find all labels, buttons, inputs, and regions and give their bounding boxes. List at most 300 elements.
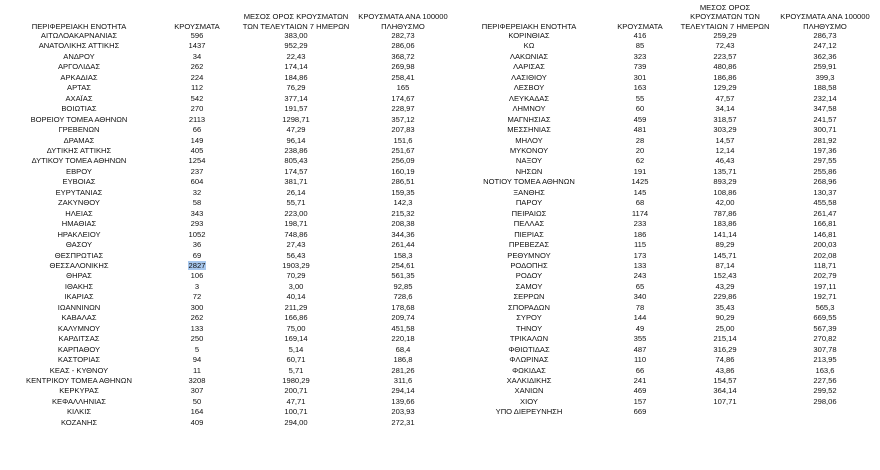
right-avg7-cell — [676, 271, 774, 281]
left-avg7-value: 5,71 — [288, 365, 304, 375]
right-per100k-cell — [774, 62, 876, 72]
left-cases-value: 164 — [190, 407, 204, 417]
left-region-value: ΗΛΕΙΑΣ — [65, 208, 93, 218]
left-per100k-value: 357,12 — [391, 114, 415, 124]
right-avg7-value: 129,29 — [713, 83, 737, 93]
left-per100k-value: 282,73 — [391, 31, 415, 40]
header-cases-right: ΚΡΟΥΣΜΑΤΑ — [617, 21, 663, 31]
left-per100k-value: 203,93 — [391, 407, 415, 417]
right-region-cell — [454, 282, 604, 292]
left-region-cell — [4, 83, 154, 93]
left-avg7-cell — [240, 271, 352, 281]
right-avg7-value: 152,43 — [713, 271, 737, 281]
left-avg7-value: 294,00 — [284, 417, 308, 427]
left-avg7-cell — [240, 52, 352, 62]
right-cases-value: 55 — [635, 93, 645, 103]
right-per100k-cell — [774, 136, 876, 146]
left-region-value: ΑΡΚΑΔΙΑΣ — [60, 72, 98, 82]
left-region-cell — [4, 136, 154, 146]
left-avg7-value: 1903,29 — [282, 260, 310, 270]
left-cases-value: 149 — [190, 135, 204, 145]
right-avg7-value: 43,86 — [715, 365, 735, 375]
right-per100k-cell — [774, 386, 876, 396]
table-row — [4, 230, 876, 240]
right-avg7-value: 141,14 — [713, 229, 737, 239]
left-avg7-cell — [240, 334, 352, 344]
right-avg7-cell — [676, 62, 774, 72]
left-per100k-cell — [352, 177, 454, 187]
right-per100k-cell — [774, 345, 876, 355]
left-cases-cell — [154, 115, 240, 125]
right-avg7-value: 47,57 — [715, 93, 735, 103]
table-row — [4, 52, 876, 62]
left-cases-cell — [154, 418, 240, 428]
right-region-value: ΛΗΜΝΟΥ — [512, 104, 546, 114]
right-cases-value: 173 — [633, 250, 647, 260]
left-cases-cell — [154, 355, 240, 365]
left-avg7-cell — [240, 418, 352, 428]
right-avg7-value: 364,14 — [713, 386, 737, 396]
right-avg7-cell — [676, 136, 774, 146]
right-avg7-cell — [676, 282, 774, 292]
right-cases-value: 323 — [633, 51, 647, 61]
left-cases-cell — [154, 136, 240, 146]
left-per100k-value: 209,74 — [391, 313, 415, 323]
header-region-right: ΠΕΡΙΦΕΡΕΙΑΚΗ ΕΝΟΤΗΤΑ — [481, 21, 577, 31]
right-per100k-value: 227,56 — [813, 375, 837, 385]
left-per100k-cell — [352, 313, 454, 323]
header-cases-left: ΚΡΟΥΣΜΑΤΑ — [174, 21, 220, 31]
left-per100k-cell — [352, 52, 454, 62]
left-cases-value: 36 — [192, 240, 202, 250]
right-region-value: ΡΟΔΟΠΗΣ — [510, 260, 548, 270]
left-region-cell — [4, 386, 154, 396]
table-row — [4, 386, 876, 396]
right-avg7-cell — [676, 104, 774, 114]
left-avg7-value: 3,00 — [288, 281, 304, 291]
left-region-cell — [4, 345, 154, 355]
right-cases-cell — [604, 167, 676, 177]
right-cases-value: 144 — [633, 313, 647, 323]
right-cases-value: 62 — [635, 156, 645, 166]
right-region-value: ΡΟΔΟΥ — [515, 271, 543, 281]
right-per100k-value: 241,57 — [813, 114, 837, 124]
right-cases-value: 301 — [633, 72, 647, 82]
left-avg7-value: 381,71 — [284, 177, 308, 187]
left-avg7-value: 22,43 — [286, 51, 306, 61]
right-avg7-cell — [676, 41, 774, 51]
right-avg7-value: 303,29 — [713, 125, 737, 135]
right-per100k-value: 347,58 — [813, 104, 837, 114]
left-cases-cell — [154, 73, 240, 83]
right-region-value: ΤΗΝΟΥ — [515, 323, 543, 333]
left-region-cell — [4, 125, 154, 135]
left-region-cell — [4, 156, 154, 166]
right-cases-cell — [604, 271, 676, 281]
left-per100k-cell — [352, 386, 454, 396]
right-avg7-cell — [676, 376, 774, 386]
left-avg7-cell — [240, 73, 352, 83]
left-avg7-value: 76,29 — [286, 83, 306, 93]
left-avg7-cell — [240, 407, 352, 417]
right-avg7-cell — [676, 251, 774, 261]
left-region-value: ΕΒΡΟΥ — [66, 166, 92, 176]
left-per100k-cell — [352, 146, 454, 156]
left-cases-value: 250 — [190, 334, 204, 344]
left-cases-value: 106 — [190, 271, 204, 281]
left-cases-value: 112 — [190, 83, 204, 93]
left-per100k-value: 215,32 — [391, 208, 415, 218]
left-avg7-cell — [240, 397, 352, 407]
right-cases-value: 191 — [633, 166, 647, 176]
left-cases-value: 224 — [190, 72, 204, 82]
left-region-value: ΓΡΕΒΕΝΩΝ — [58, 125, 100, 135]
right-cases-value: 487 — [633, 344, 647, 354]
right-avg7-value: 89,29 — [715, 240, 735, 250]
right-per100k-cell — [774, 334, 876, 344]
right-avg7-cell — [676, 188, 774, 198]
right-avg7-cell — [676, 125, 774, 135]
right-cases-value: 28 — [635, 135, 645, 145]
left-cases-cell — [154, 271, 240, 281]
left-per100k-cell — [352, 73, 454, 83]
right-region-value: ΦΘΙΩΤΙΔΑΣ — [508, 344, 550, 354]
right-per100k-value: 188,58 — [813, 83, 837, 93]
right-per100k-cell — [774, 240, 876, 250]
right-cases-cell — [604, 313, 676, 323]
right-cases-value: 49 — [635, 323, 645, 333]
right-cases-cell — [604, 83, 676, 93]
right-per100k-cell — [774, 73, 876, 83]
left-per100k-value: 728,6 — [393, 292, 413, 302]
left-avg7-value: 200,71 — [284, 386, 308, 396]
left-avg7-value: 174,57 — [284, 166, 308, 176]
table-row — [4, 313, 876, 323]
left-cases-value: 66 — [192, 125, 202, 135]
right-region-cell — [454, 292, 604, 302]
left-per100k-value: 261,44 — [391, 240, 415, 250]
left-cases-value: 604 — [190, 177, 204, 187]
right-per100k-cell — [774, 313, 876, 323]
left-cases-value: 307 — [190, 386, 204, 396]
left-per100k-value: 561,35 — [391, 271, 415, 281]
covid-cases-table — [4, 1, 876, 428]
right-per100k-cell — [774, 292, 876, 302]
left-cases-cell — [154, 198, 240, 208]
left-per100k-value: 368,72 — [391, 51, 415, 61]
left-cases-value: 50 — [192, 396, 202, 406]
left-region-value: ΙΘΑΚΗΣ — [64, 281, 94, 291]
left-avg7-value: 100,71 — [284, 407, 308, 417]
right-cases-cell — [604, 292, 676, 302]
left-per100k-value: 178,68 — [391, 302, 415, 312]
left-per100k-value: 344,36 — [391, 229, 415, 239]
left-cases-cell — [154, 240, 240, 250]
right-cases-cell — [604, 156, 676, 166]
left-cases-cell — [154, 324, 240, 334]
left-region-value: ΙΚΑΡΙΑΣ — [64, 292, 94, 302]
left-cases-value: 11 — [193, 365, 201, 375]
left-region-value: ΚΑΡΠΑΘΟΥ — [57, 344, 101, 354]
right-cases-cell — [604, 261, 676, 271]
left-cases-value: 270 — [190, 104, 204, 114]
left-region-cell — [4, 73, 154, 83]
table-row — [4, 177, 876, 187]
left-avg7-cell — [240, 83, 352, 93]
left-region-cell — [4, 167, 154, 177]
left-per100k-value: 142,3 — [393, 198, 413, 208]
left-per100k-cell — [352, 136, 454, 146]
left-region-value: ΚΕΝΤΡΙΚΟΥ ΤΟΜΕΑ ΑΘΗΝΩΝ — [26, 375, 132, 385]
left-avg7-value: 377,14 — [284, 93, 308, 103]
left-per100k-cell — [352, 324, 454, 334]
right-per100k-value: 270,82 — [813, 334, 837, 344]
left-avg7-value: 198,71 — [284, 219, 308, 229]
table-row — [4, 41, 876, 51]
right-avg7-cell — [676, 355, 774, 365]
right-avg7-cell — [676, 407, 774, 417]
left-region-value: ΘΕΣΠΡΩΤΙΑΣ — [54, 250, 104, 260]
right-cases-cell — [604, 282, 676, 292]
left-region-value: ΔΥΤΙΚΟΥ ΤΟΜΕΑ ΑΘΗΝΩΝ — [31, 156, 127, 166]
right-cases-cell — [604, 303, 676, 313]
left-region-cell — [4, 198, 154, 208]
right-cases-cell — [604, 219, 676, 229]
right-region-value: ΝΗΣΩΝ — [515, 166, 543, 176]
right-per100k-cell — [774, 324, 876, 334]
left-region-cell — [4, 94, 154, 104]
right-avg7-value: 215,14 — [713, 334, 737, 344]
right-per100k-value: 118,71 — [813, 260, 837, 270]
right-avg7-cell — [676, 240, 774, 250]
right-avg7-value: 14,57 — [715, 135, 735, 145]
left-region-cell — [4, 271, 154, 281]
left-avg7-value: 211,29 — [284, 302, 308, 312]
left-per100k-value: 281,26 — [391, 365, 415, 375]
left-per100k-cell — [352, 156, 454, 166]
right-avg7-value: 74,86 — [715, 355, 735, 365]
right-per100k-value: 300,71 — [813, 125, 837, 135]
right-region-cell — [454, 146, 604, 156]
left-avg7-cell — [240, 167, 352, 177]
left-region-value: ΕΥΡΥΤΑΝΙΑΣ — [55, 187, 103, 197]
left-cases-cell — [154, 313, 240, 323]
right-region-cell — [454, 73, 604, 83]
right-per100k-cell — [774, 156, 876, 166]
selected-cases-value: 2827 — [188, 260, 206, 270]
left-avg7-value: 805,43 — [284, 156, 308, 166]
left-avg7-cell — [240, 198, 352, 208]
right-per100k-value: 130,37 — [813, 187, 837, 197]
left-cases-value: 300 — [190, 302, 204, 312]
left-avg7-cell — [240, 324, 352, 334]
right-avg7-value: 72,43 — [715, 41, 735, 51]
right-cases-value: 85 — [635, 41, 645, 51]
right-per100k-cell — [774, 397, 876, 407]
left-region-value: ΚΑΣΤΟΡΙΑΣ — [57, 355, 101, 365]
right-avg7-value: 318,57 — [713, 114, 737, 124]
left-per100k-value: 451,58 — [391, 323, 415, 333]
right-per100k-cell — [774, 376, 876, 386]
right-region-cell — [454, 366, 604, 376]
left-avg7-cell — [240, 386, 352, 396]
right-per100k-cell — [774, 94, 876, 104]
left-cases-cell — [154, 104, 240, 114]
right-per100k-value: 565,3 — [815, 302, 835, 312]
table-row — [4, 303, 876, 313]
right-per100k-value: 255,86 — [813, 166, 837, 176]
right-region-value: ΣΠΟΡΑΔΩΝ — [508, 302, 550, 312]
left-avg7-value: 166,86 — [284, 313, 308, 323]
left-avg7-value: 27,43 — [286, 240, 306, 250]
left-cases-value: 1437 — [188, 41, 206, 51]
right-avg7-cell — [676, 303, 774, 313]
table-row — [4, 376, 876, 386]
table-row — [4, 240, 876, 250]
left-avg7-value: 169,14 — [284, 334, 308, 344]
left-region-cell — [4, 177, 154, 187]
right-region-value: ΜΗΛΟΥ — [515, 135, 543, 145]
right-cases-cell — [604, 366, 676, 376]
right-avg7-value: 229,86 — [713, 292, 737, 302]
left-cases-cell — [154, 376, 240, 386]
left-per100k-cell — [352, 418, 454, 428]
left-avg7-cell — [240, 219, 352, 229]
left-cases-value: 237 — [190, 166, 204, 176]
table-row — [4, 418, 876, 428]
left-per100k-cell — [352, 31, 454, 41]
right-region-cell — [454, 115, 604, 125]
left-per100k-cell — [352, 198, 454, 208]
left-avg7-value: 184,86 — [284, 72, 308, 82]
right-avg7-value: 42,00 — [715, 198, 735, 208]
right-region-cell — [454, 83, 604, 93]
right-region-value: ΠΡΕΒΕΖΑΣ — [508, 240, 550, 250]
table-row — [4, 271, 876, 281]
table-row — [4, 115, 876, 125]
right-region-cell — [454, 94, 604, 104]
left-avg7-value: 1980,29 — [282, 375, 310, 385]
table-row — [4, 209, 876, 219]
table-row — [4, 251, 876, 261]
right-region-cell — [454, 240, 604, 250]
left-region-cell — [4, 355, 154, 365]
left-per100k-value: 92,85 — [393, 281, 413, 291]
left-avg7-cell — [240, 146, 352, 156]
right-region-cell — [454, 355, 604, 365]
left-per100k-value: 286,06 — [391, 41, 415, 51]
left-region-cell — [4, 188, 154, 198]
right-cases-value: 65 — [635, 281, 645, 291]
left-cases-value: 1052 — [188, 229, 206, 239]
right-cases-value: 110 — [633, 355, 647, 365]
left-per100k-cell — [352, 271, 454, 281]
left-avg7-value: 223,00 — [284, 208, 308, 218]
left-cases-cell — [154, 345, 240, 355]
right-per100k-cell — [774, 230, 876, 240]
table-row — [4, 219, 876, 229]
left-cases-cell — [154, 386, 240, 396]
right-region-cell — [454, 167, 604, 177]
right-per100k-cell — [774, 146, 876, 156]
left-cases-value: 343 — [190, 208, 204, 218]
right-avg7-cell — [676, 345, 774, 355]
left-avg7-cell — [240, 209, 352, 219]
table-row — [4, 282, 876, 292]
left-region-cell — [4, 292, 154, 302]
right-avg7-value: 25,00 — [715, 323, 735, 333]
right-per100k-value: 399,3 — [815, 72, 835, 82]
right-per100k-cell — [774, 303, 876, 313]
right-cases-cell — [604, 334, 676, 344]
right-avg7-value: 186,86 — [713, 72, 737, 82]
right-region-cell — [454, 188, 604, 198]
right-cases-value: 145 — [633, 187, 647, 197]
left-region-value: ΑΝΔΡΟΥ — [63, 51, 95, 61]
left-per100k-cell — [352, 292, 454, 302]
table-row — [4, 167, 876, 177]
right-cases-cell — [604, 125, 676, 135]
left-cases-value: 32 — [192, 187, 202, 197]
right-cases-cell — [604, 136, 676, 146]
right-per100k-cell — [774, 366, 876, 376]
left-region-cell — [4, 261, 154, 271]
right-per100k-value: 261,47 — [813, 208, 837, 218]
right-avg7-cell — [676, 94, 774, 104]
right-cases-value: 459 — [633, 114, 647, 124]
left-avg7-value: 55,71 — [286, 198, 306, 208]
right-cases-value: 469 — [633, 386, 647, 396]
right-per100k-value: 213,95 — [813, 355, 837, 365]
left-per100k-value: 158,3 — [393, 250, 413, 260]
table-row — [4, 94, 876, 104]
left-avg7-value: 952,29 — [284, 41, 308, 51]
right-avg7-cell — [676, 313, 774, 323]
left-region-cell — [4, 115, 154, 125]
right-per100k-value: 197,36 — [813, 145, 837, 155]
right-per100k-value: 202,79 — [813, 271, 837, 281]
right-avg7-value: 107,71 — [713, 396, 737, 406]
right-region-value: ΠΑΡΟΥ — [515, 198, 543, 208]
left-cases-cell — [154, 188, 240, 198]
right-region-cell — [454, 52, 604, 62]
right-per100k-cell — [774, 104, 876, 114]
left-cases-cell — [154, 209, 240, 219]
left-per100k-cell — [352, 397, 454, 407]
left-region-cell — [4, 219, 154, 229]
right-avg7-cell — [676, 146, 774, 156]
left-avg7-cell — [240, 177, 352, 187]
right-region-cell — [454, 41, 604, 51]
right-avg7-cell — [676, 230, 774, 240]
right-per100k-value: 297,55 — [813, 156, 837, 166]
right-cases-value: 186 — [633, 229, 647, 239]
right-cases-value: 133 — [633, 260, 647, 270]
right-per100k-cell — [774, 31, 876, 41]
right-region-value: ΧΑΛΚΙΔΙΚΗΣ — [506, 375, 552, 385]
left-avg7-value: 96,14 — [286, 135, 306, 145]
right-per100k-cell — [774, 418, 876, 428]
table-row — [4, 62, 876, 72]
right-per100k-cell — [774, 167, 876, 177]
right-region-cell — [454, 303, 604, 313]
left-per100k-cell — [352, 303, 454, 313]
left-avg7-cell — [240, 104, 352, 114]
left-region-cell — [4, 334, 154, 344]
right-cases-value: 481 — [633, 125, 647, 135]
right-region-value: ΛΕΣΒΟΥ — [513, 83, 545, 93]
right-per100k-cell — [774, 251, 876, 261]
